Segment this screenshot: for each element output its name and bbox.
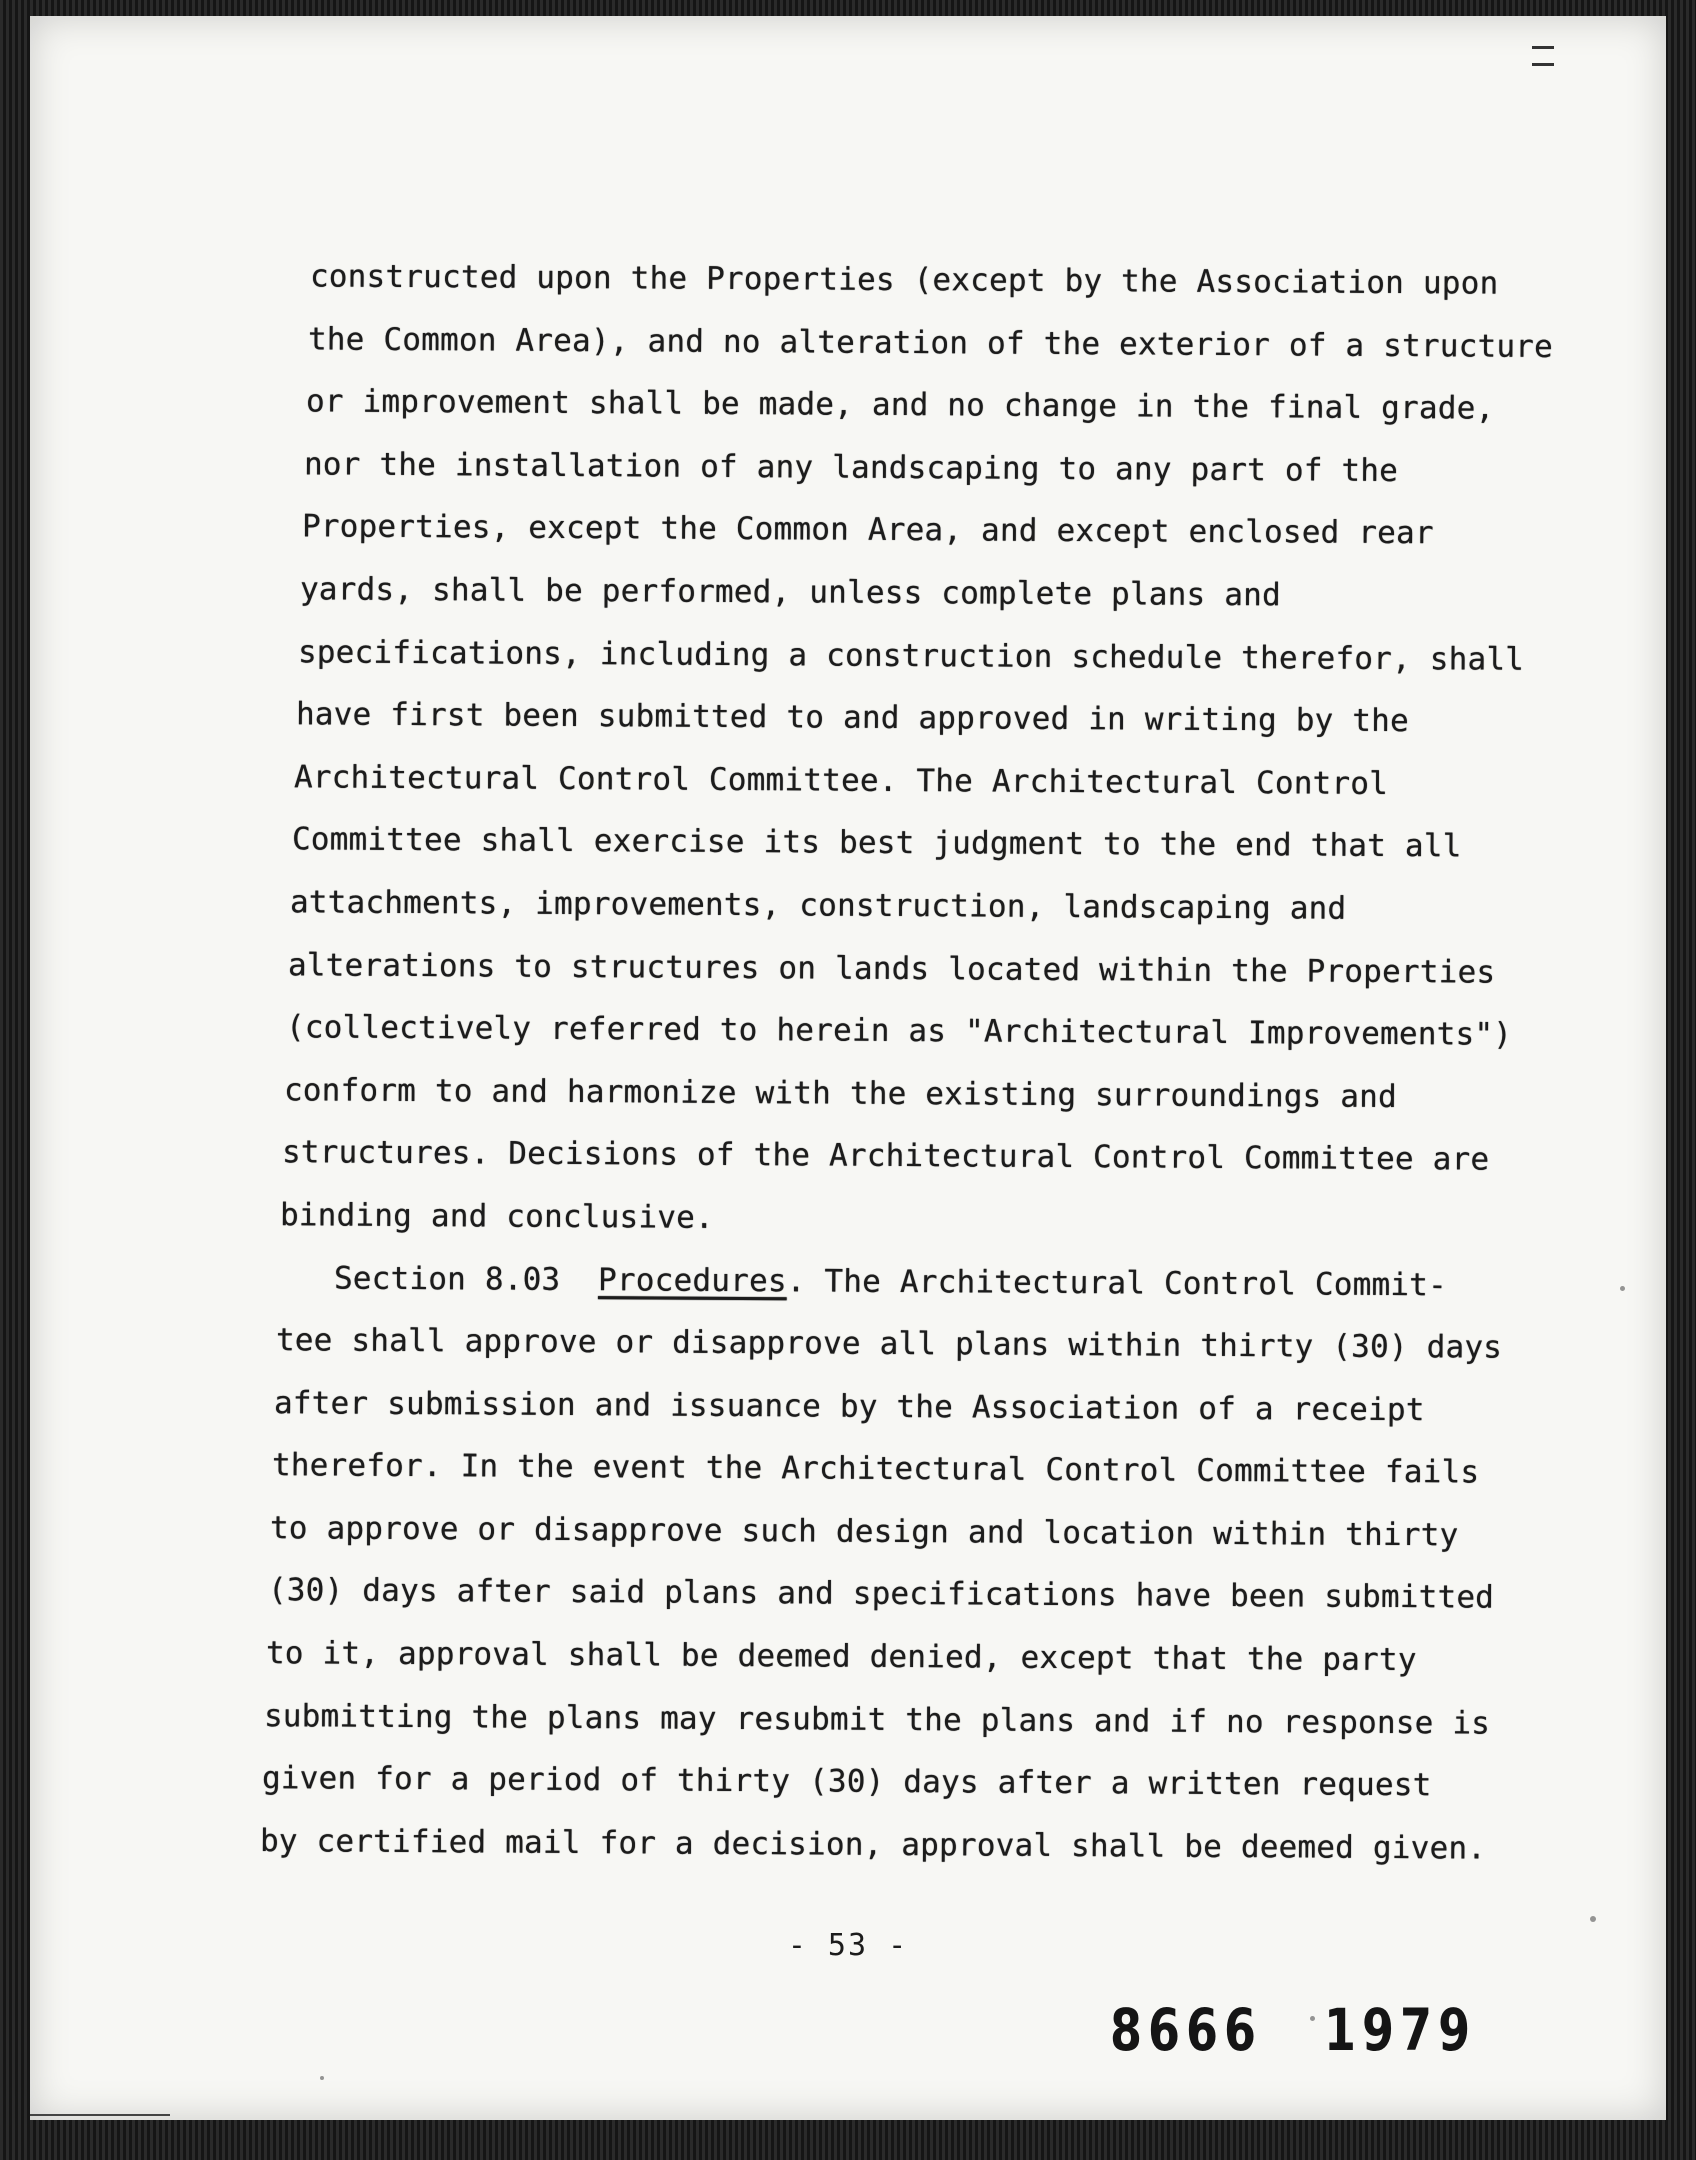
text-line: have first been submitted to and approved in writing by the [295, 696, 1410, 740]
text-line: to approve or disapprove such design and location within thirty [269, 1509, 1459, 1554]
text-line: structures. Decisions of the Architectural Control Committee are [281, 1134, 1490, 1178]
section-heading-rest: . The Architectural Control Commit- [786, 1262, 1448, 1303]
text-line: Committee shall exercise its best judgment to the end that all [291, 821, 1462, 865]
section-heading: Procedures [597, 1261, 787, 1299]
scan-speck [1590, 1916, 1596, 1922]
text-line: or improvement shall be made, and no change in the final grade, [305, 383, 1495, 427]
corner-mark [1532, 46, 1554, 66]
text-line: submitting the plans may resubmit the plans and if no response is [263, 1697, 1491, 1742]
text-line: the Common Area), and no alteration of the exterior of a structure [307, 320, 1554, 365]
text-line: therefor. In the event the Architectural Control Committee fails [271, 1447, 1480, 1491]
section-heading-line [250, 1247, 1630, 1318]
body-text [250, 245, 1630, 1872]
text-line: tee shall approve or disapprove all plans within thirty (30) days [275, 1322, 1503, 1366]
text-line: constructed upon the Properties (except by the Association upon [309, 258, 1499, 302]
text-line: after submission and issuance by the Association of a receipt [273, 1384, 1425, 1428]
section-number: Section 8.03 [333, 1260, 561, 1298]
text-line: Architectural Control Committee. The Architectural Control [293, 759, 1389, 802]
page-number: - 53 - [787, 1928, 909, 1963]
scan-speck [320, 2076, 324, 2080]
text-line: attachments, improvements, construction, landscaping and [289, 884, 1347, 927]
text-line: nor the installation of any landscaping to any part of the [303, 446, 1399, 489]
text-line: binding and conclusive. [279, 1197, 714, 1236]
text-line: alterations to structures on lands located within the Properties [287, 946, 1496, 991]
text-line: Properties, except the Common Area, and except enclosed rear [301, 508, 1434, 552]
text-line: given for a period of thirty (30) days after a written request [261, 1760, 1432, 1804]
recording-stamp: 8666 1979 [1110, 1996, 1477, 2064]
text-line: conform to and harmonize with the existing surroundings and [283, 1071, 1398, 1115]
bottom-rule [30, 2114, 170, 2116]
text-line: to it, approval shall be deemed denied, except that the party [265, 1635, 1417, 1679]
text-line: specifications, including a construction schedule therefor, shall [297, 633, 1525, 678]
text-line: yards, shall be performed, unless complete plans and [299, 571, 1281, 614]
text-line: (30) days after said plans and specifications have been submitted [267, 1572, 1495, 1617]
text-line: (collectively referred to herein as "Architectural Improvements") [285, 1009, 1513, 1053]
text-line: by certified mail for a decision, approval shall be deemed given. [259, 1822, 1487, 1867]
